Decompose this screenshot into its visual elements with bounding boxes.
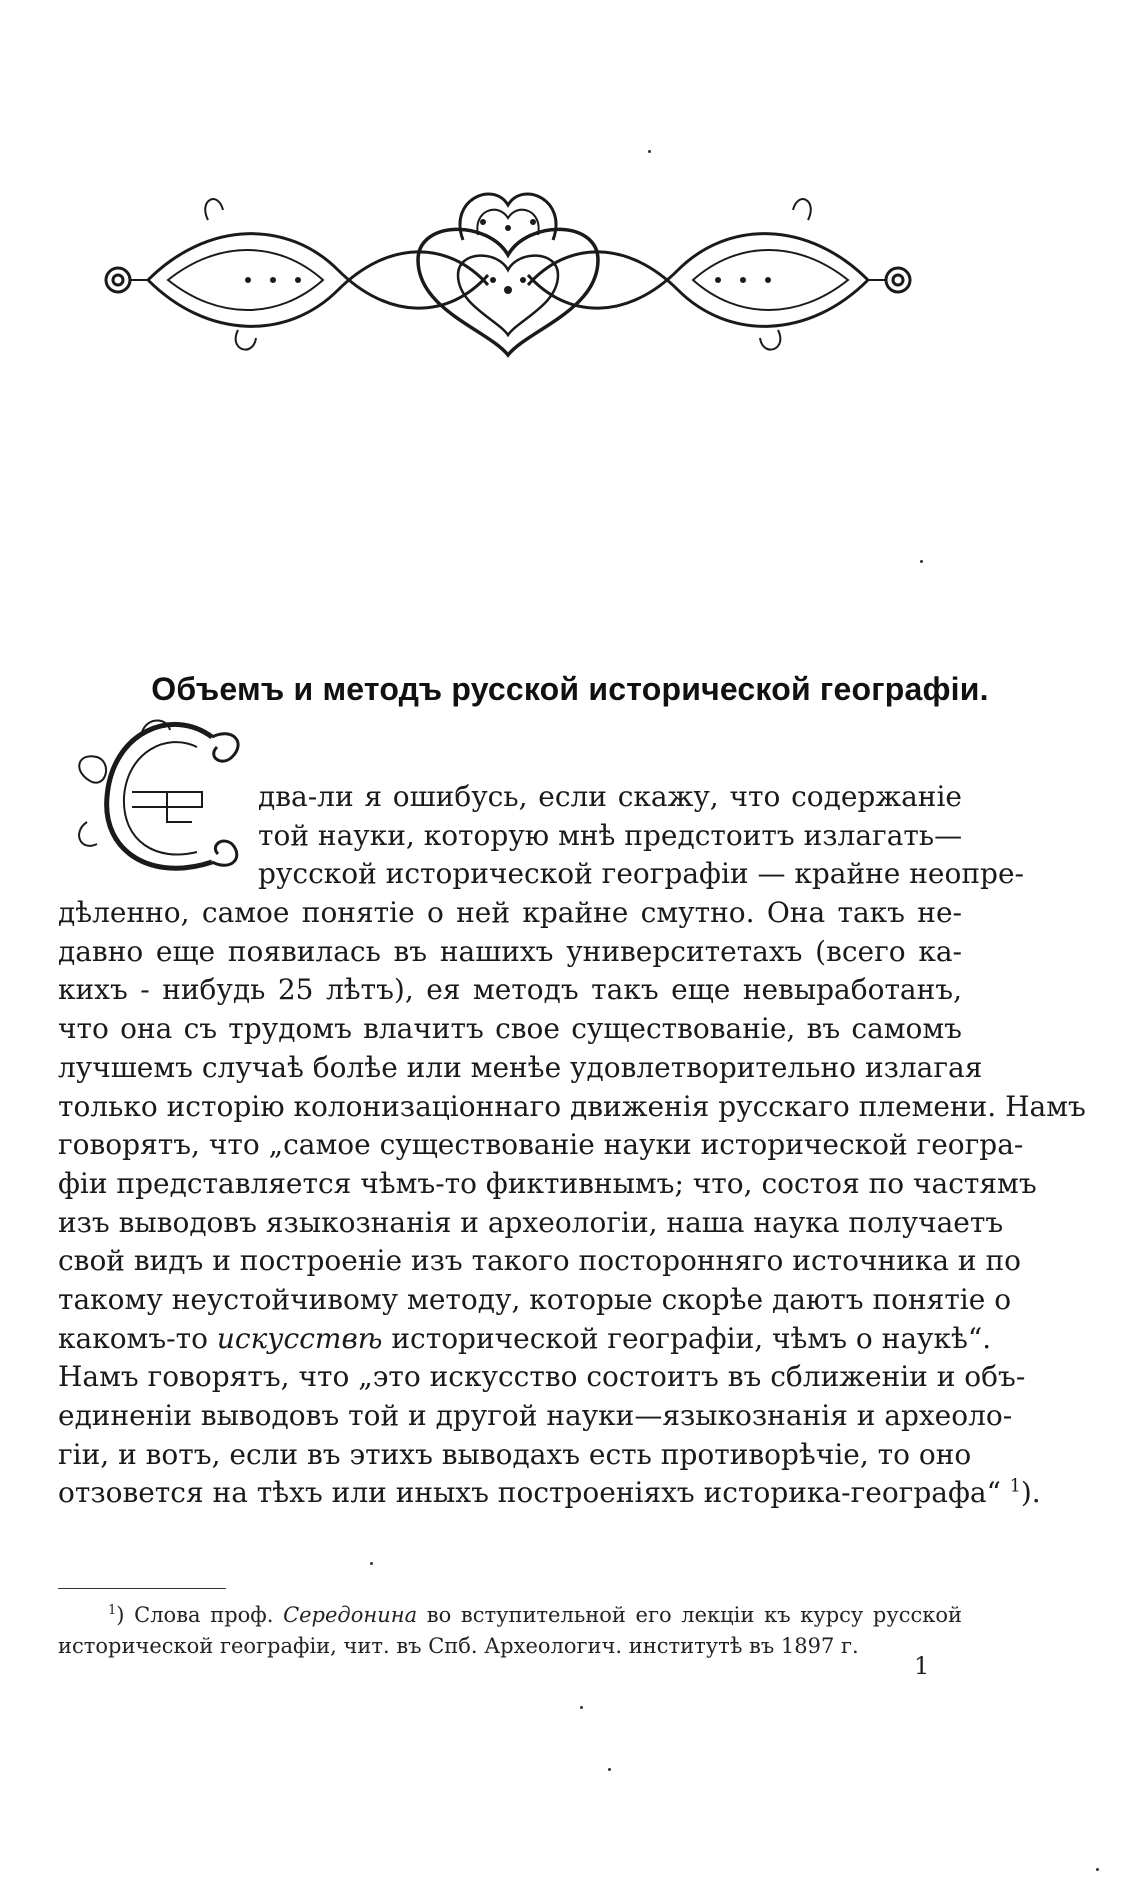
text-line: что она съ трудомъ влачитъ свое существованіе, въ самомъ <box>58 1012 962 1046</box>
footnote <box>58 1600 962 1662</box>
text-line-last: отзовется на тѣхъ или иныхъ построеніяхъ историка-географа“ $^1$). <box>58 1476 1041 1510</box>
scan-speck <box>580 1706 583 1709</box>
text-line: два-ли я ошибусь, если скажу, что содержаніе <box>258 780 962 813</box>
text-line: свой видъ и построеніе изъ такого посторонняго источника и по <box>58 1244 1022 1278</box>
text-line: только исторію колонизаціоннаго движенія русскаго племени. Намъ <box>58 1089 1086 1123</box>
text-line: Намъ говорятъ, что „это искусство состоитъ въ сближеніи и объ- <box>58 1360 1026 1394</box>
scan-speck <box>648 150 651 153</box>
text-line: единеніи выводовъ той и другой науки—языкознанія и археоло- <box>58 1399 1013 1432</box>
body-text <box>58 778 1086 1513</box>
text-line: давно еще появилась въ нашихъ университетахъ (всего ка- <box>58 934 962 968</box>
text-line: кихъ - нибудь 25 лѣтъ), ея методъ такъ еще невыработанъ, <box>58 973 962 1007</box>
scan-speck <box>370 1562 373 1565</box>
scan-speck <box>920 560 923 563</box>
italic-word: искусствѣ <box>216 1321 383 1355</box>
footnote-reference[interactable]: 1 <box>1009 1477 1021 1498</box>
scan-speck <box>1096 1868 1099 1871</box>
text-line: фіи представляется чѣмъ-то фиктивнымъ; что, состоя по частямъ <box>58 1166 1037 1200</box>
footnote-line: исторической географіи, чит. въ Спб. Археологич. институтѣ въ 1897 г. <box>58 1634 859 1658</box>
text-line-italic: какомъ-то искусствѣ исторической географіи, чѣмъ о наукѣ“. <box>58 1321 992 1355</box>
page-number: 1 <box>914 1652 930 1680</box>
text-line: гіи, и вотъ, если въ этихъ выводахъ есть противорѣчіе, то оно <box>58 1437 972 1471</box>
footnote-rule <box>58 1588 226 1589</box>
footnote-author: Середонина <box>283 1603 418 1627</box>
footnote-marker: 1 <box>108 1603 117 1618</box>
text-line: говорятъ, что „самое существованіе науки исторической геогра- <box>58 1128 1024 1162</box>
text-line: изъ выводовъ языкознанія и археологіи, наша наука получаетъ <box>58 1205 1004 1239</box>
text-line: дѣленно, самое понятіе о ней крайне смутно. Она такъ не- <box>58 896 962 930</box>
ornamental-headpiece <box>88 180 928 370</box>
text-line: русской исторической географіи — крайне неопре- <box>258 857 1024 891</box>
footnote-line: $^1$) Слова проф. Середонина во вступительной его лекціи къ курсу русской <box>108 1603 963 1627</box>
text-line: той науки, которую мнѣ предстоитъ излагать— <box>258 818 963 852</box>
chapter-title: Объемъ и методъ русской исторической географіи. <box>151 671 989 708</box>
text-line: такому неустойчивому методу, которые скорѣе даютъ понятіе о <box>58 1282 1012 1316</box>
scan-speck <box>608 1768 611 1771</box>
text-line: лучшемъ случаѣ болѣе или менѣе удовлетворительно излагая <box>58 1050 983 1084</box>
